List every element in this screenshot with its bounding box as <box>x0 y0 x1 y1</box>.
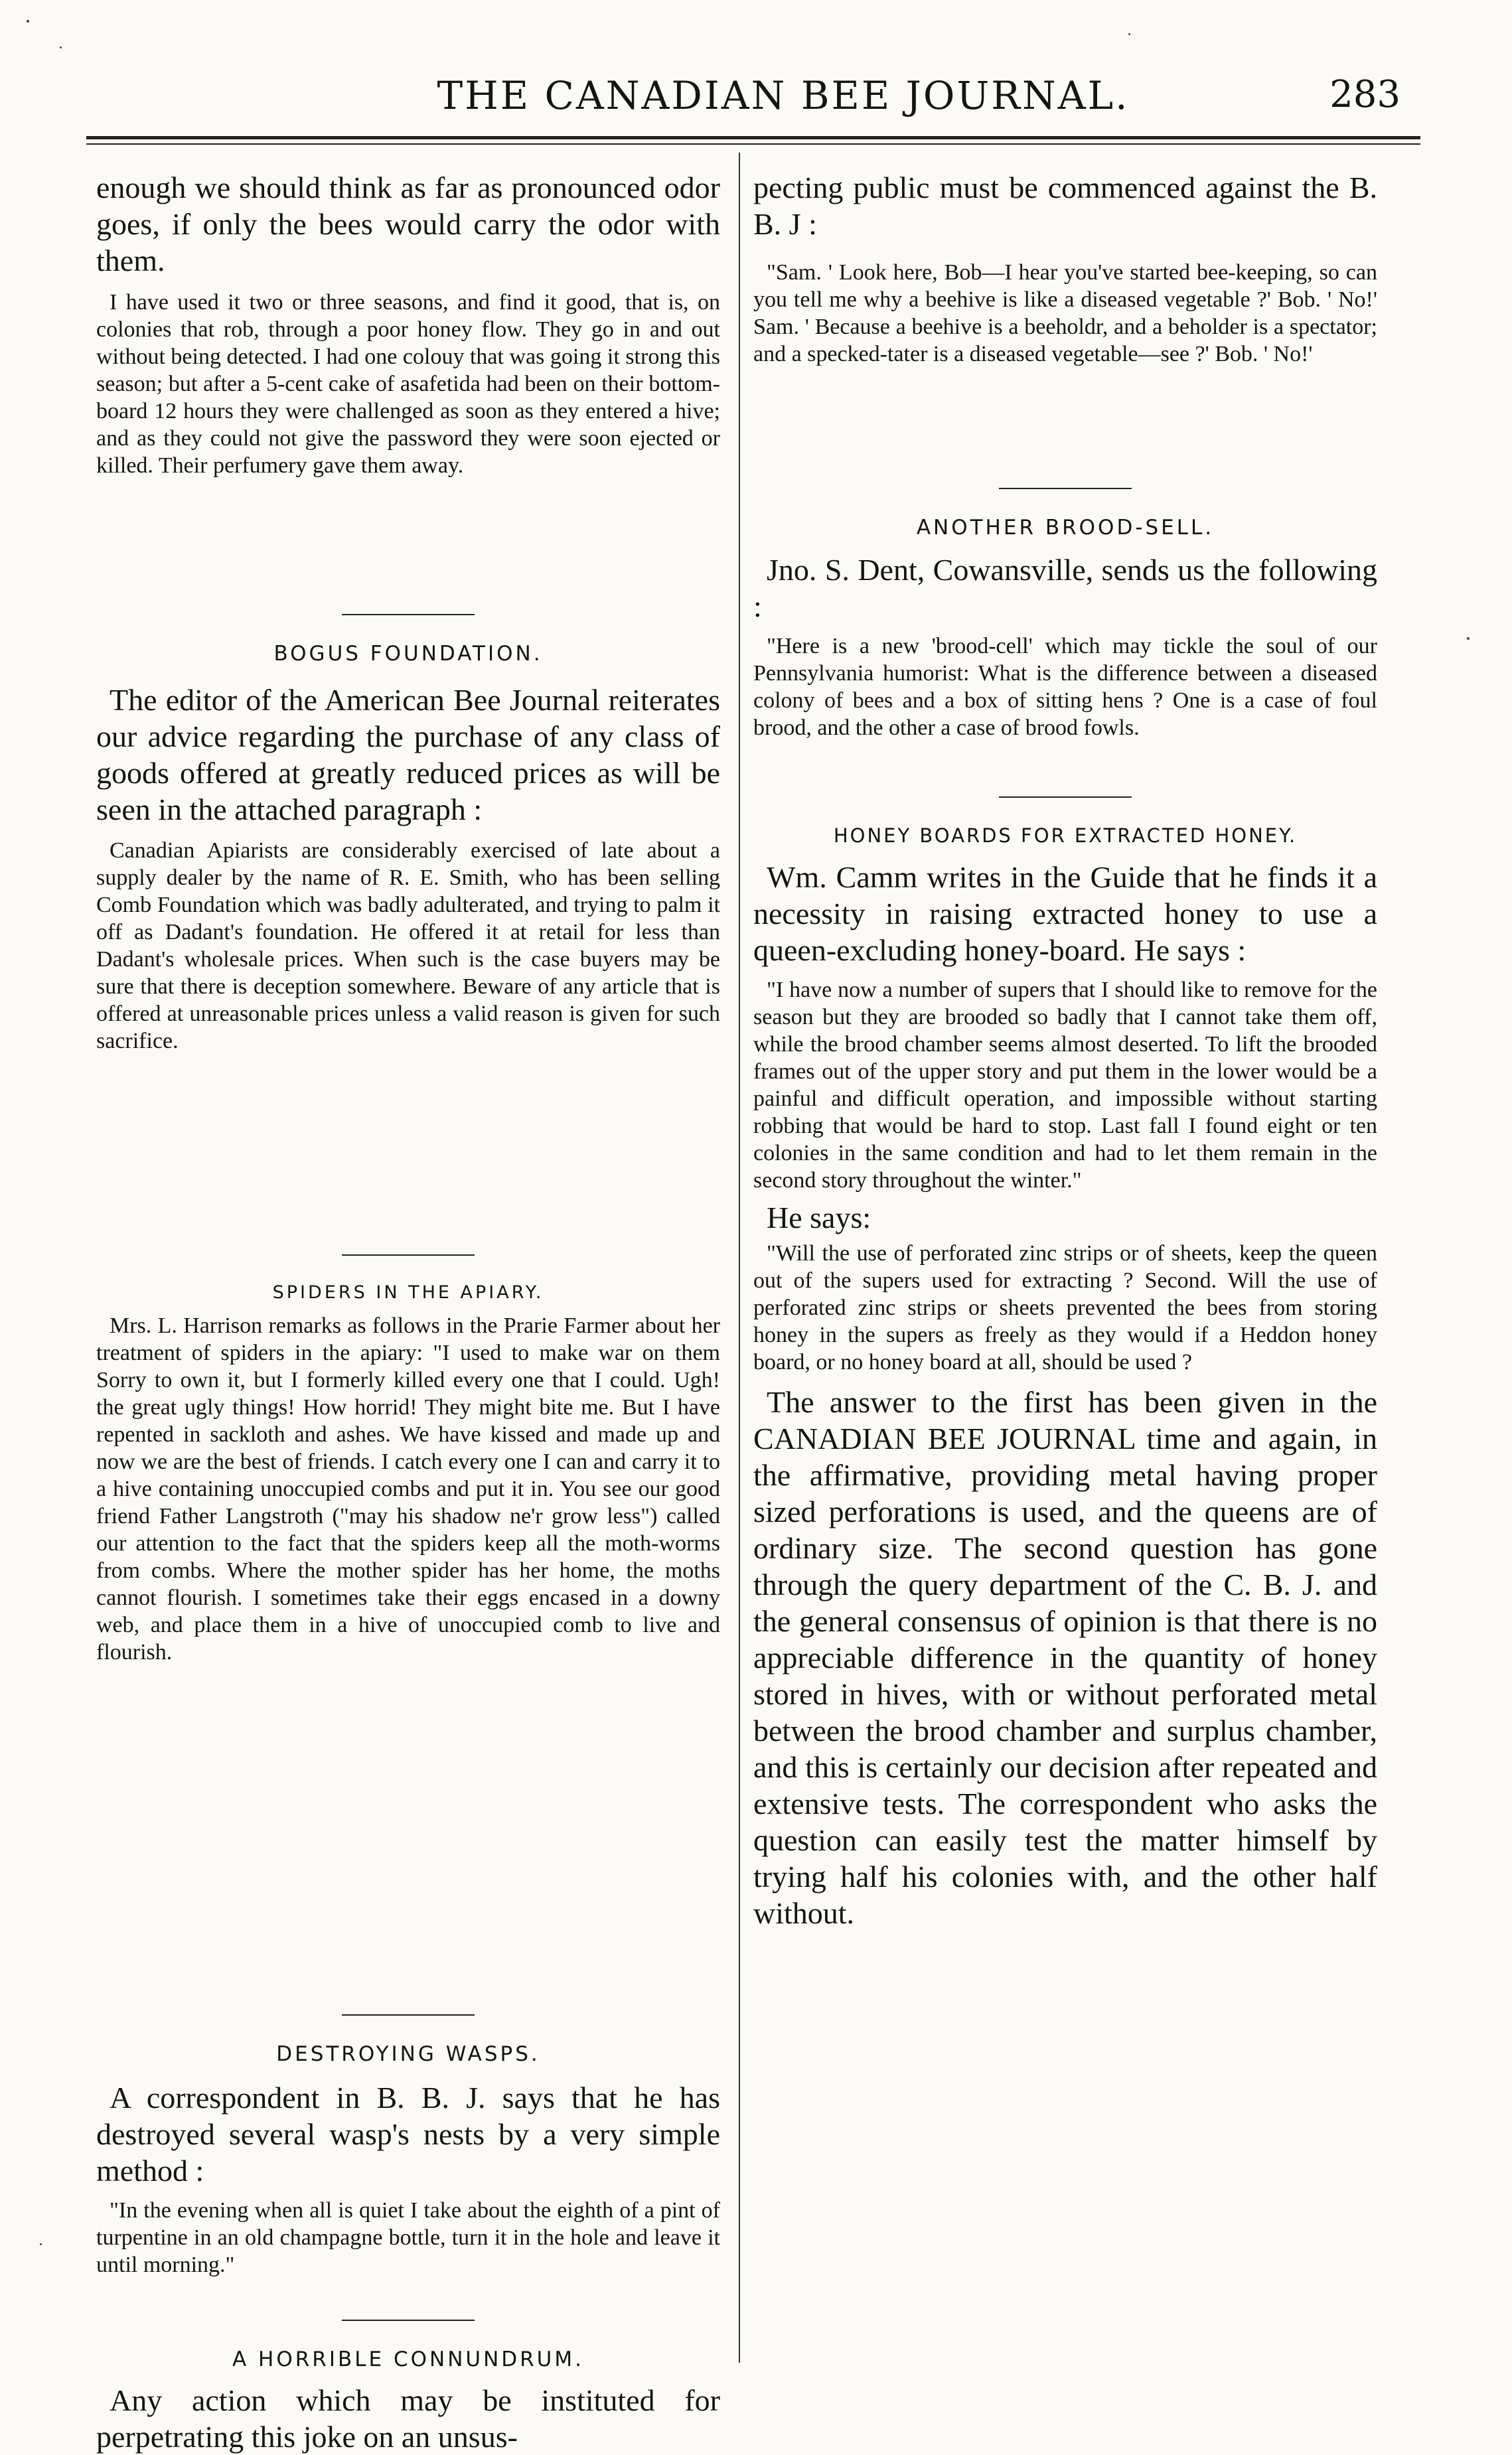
header-rule <box>86 136 1420 139</box>
brood-lead: Jno. S. Dent, Cowansville, sends us the following : <box>753 553 1377 623</box>
brood-quote: "Here is a new 'brood-cell' which may tickle the soul of our Pennsylvania humorist: What is the difference between a diseased colony of bees and a box of sitting hens ? One is a case of foul brood, and the other a case of brood fowls. <box>753 634 1377 740</box>
honey-boards-answer: The answer to the first has been given in the CANADIAN BEE JOURNAL time and again, in the affirmative, providing metal having proper sized perforations is used, and the queens are of ordinary size. The second question has gone through the query department of the C. B. J. and the general consensus of opinion is that there is no appreciable difference in the quantity of honey stored in hives, with or without perforated metal between the brood chamber and surplus chamber, and this is certainly our decision after repeated and extensive tests. The correspondent who asks the question can easily test the matter himself by trying half his colonies with, and the other half without. <box>753 1385 1377 1930</box>
honey-boards-section <box>753 796 1377 1931</box>
honey-boards-quote-1: "I have now a number of supers that I should like to remove for the season but they are brooded so badly that I cannot take them off, while the brood chamber seems almost deserted. To lift the brooded frames out of the upper story and put them in the lower would be a painful and difficult operation, and impossible without starting robbing that would be hard to stop. Last fall I found eight or ten colonies in the same condition and had to let them remain in the second story throughout the winter." <box>753 978 1377 1193</box>
honey-boards-lead: Wm. Camm writes in the Guide that he finds it a necessity in raising extracted honey to use a queen-excluding honey-board. He says : <box>753 860 1377 967</box>
asafetida-quote-text: I have used it two or three seasons, and find it good, that is, on colonies that rob, through a poor honey flow. They go in and out without being detected. I had one colouy that was going it strong this season; but after a 5-cent cake of asafetida had been on their bottom-board 12 hours they were challenged as soon as they entered a hive; and as they could not give the password they were soon ejected or killed. Their perfumery gave them away. <box>96 290 720 478</box>
continued-paragraph <box>753 169 1377 242</box>
page-number: 283 <box>1329 73 1400 116</box>
bogus-foundation-section <box>96 614 720 1055</box>
brood-section <box>753 488 1377 741</box>
wasps-section <box>96 2014 720 2278</box>
section-heading: ANOTHER BROOD-SELL. <box>916 516 1215 540</box>
conundrum-section <box>96 2320 720 2455</box>
spiders-body: Mrs. L. Harrison remarks as follows in the Prarie Farmer about her treatment of spiders in the apiary: "I used to make war on them Sorry to own it, but I formerly killed every one that I could. Ugh! the great ugly things! How horrid! They might bite me. But I have repented in sackloth and ashes. We have kissed and made up and now we are the best of friends. I catch every one I can and carry it to a hive containing unoccupied combs and put it in. You see our good friend Father Langstroth ("may his shadow ne'r grow less") called our attention to the fact that the spiders keep all the moth-worms from combs. Where the mother spider has her home, the moths cannot flourish. I sometimes take their eggs encased in a downy web, and place them in a hive of unoccupied comb to live and flourish. <box>96 1313 720 1665</box>
print-speck <box>1467 637 1470 640</box>
wasps-lead: A correspondent in B. B. J. says that he has destroyed several wasp's nests by a very simple method : <box>96 2081 720 2188</box>
section-divider <box>342 1254 475 1256</box>
he-says: He says: <box>767 1201 871 1234</box>
asafetida-quote <box>96 289 720 479</box>
running-title: THE CANADIAN BEE JOURNAL. <box>437 73 1130 118</box>
section-heading: HONEY BOARDS FOR EXTRACTED HONEY. <box>833 824 1298 847</box>
bogus-quote: Canadian Apiarists are considerably exercised of late about a supply dealer by the name of R. E. Smith, who has been selling Comb Foundation which was badly adulterated, and trying to palm it off as Dadant's foundation. He offered it at retail for less than Dadant's wholesale prices. When such is the case buyers may be sure that there is deception somewhere. Beware of any article that is offered at unreasonable prices unless a valid reason is given for such sacrifice. <box>96 838 720 1053</box>
section-heading: BOGUS FOUNDATION. <box>273 642 543 666</box>
section-divider <box>999 488 1132 489</box>
column-divider <box>739 153 740 2363</box>
section-heading: SPIDERS IN THE APIARY. <box>272 1282 544 1303</box>
print-speck <box>27 20 29 23</box>
section-divider <box>999 796 1132 798</box>
header-rule-thin <box>86 143 1420 145</box>
conundrum-lead: Any action which may be instituted for perpetrating this joke on an unsus- <box>96 2383 720 2454</box>
section-divider <box>342 2014 475 2016</box>
section-heading: DESTROYING WASPS. <box>276 2042 540 2066</box>
section-divider <box>342 614 475 615</box>
continued-text: pecting public must be commenced against the B. B. J : <box>753 171 1377 241</box>
print-speck <box>60 46 62 48</box>
bogus-lead: The editor of the American Bee Journal reiterates our advice regarding the purchase of any class of goods offered at greatly reduced prices as will be seen in the attached paragraph : <box>96 683 720 826</box>
print-speck <box>1128 33 1130 35</box>
print-speck <box>40 2243 42 2245</box>
honey-boards-quote-2: "Will the use of perforated zinc strips or of sheets, keep the queen out of the supers used for extracting ? Second. Will the use of perforated zinc strips or sheets prevented the bees from storing honey in the supers as freely as they would if a Heddon honey board, or no honey board at all, should be used ? <box>753 1241 1377 1375</box>
joke-quote <box>753 259 1377 368</box>
wasps-quote: "In the evening when all is quiet I take about the eighth of a pint of turpentine in an old champagne bottle, turn it in the hole and leave it until morning." <box>96 2198 720 2277</box>
section-divider <box>342 2320 475 2321</box>
intro-text: enough we should think as far as pronounced odor goes, if only the bees would carry the odor with them. <box>96 171 720 277</box>
intro-paragraph <box>96 169 720 279</box>
spiders-section <box>96 1254 720 1666</box>
page-header <box>86 73 1414 133</box>
section-heading: A HORRIBLE CONNUNDRUM. <box>232 2347 584 2371</box>
joke-text: "Sam. ' Look here, Bob—I hear you've started bee-keeping, so can you tell me why a beehive is like a diseased vegetable ?' Bob. ' No!' Sam. ' Because a beehive is a beeholdr, and a beholder is a spectator; and a specked-tater is a diseased vegetable—see ?' Bob. ' No!' <box>753 260 1377 366</box>
